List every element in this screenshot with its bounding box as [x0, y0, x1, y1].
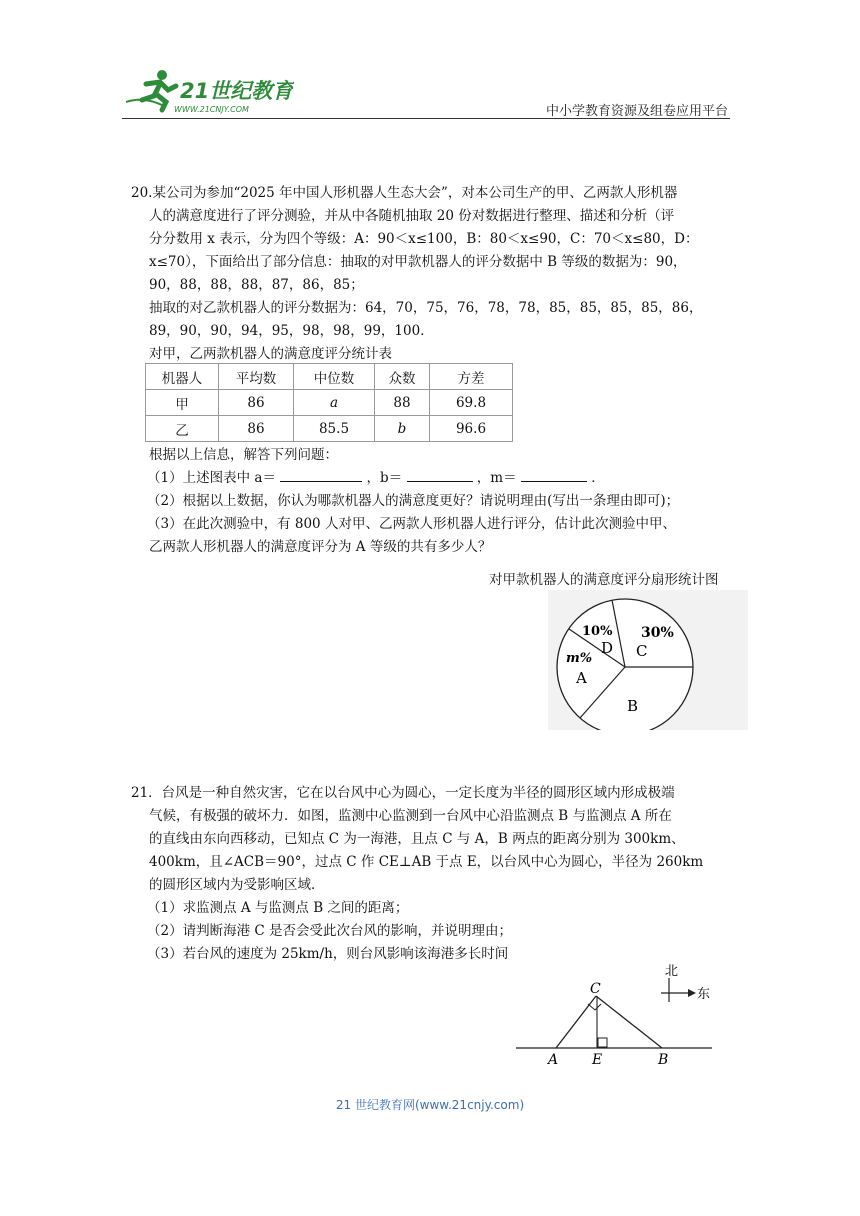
q20-line: 人的满意度进行了评分测验，并从中各随机抽取 20 份对数据进行整理、描述和分析（评 [149, 208, 675, 224]
table-header-row [146, 364, 513, 390]
header-divider [122, 118, 730, 119]
table-cell: 69.8 [430, 390, 513, 416]
point-a-label: A [548, 1052, 559, 1068]
pie-chart-title: 对甲款机器人的满意度评分扇形统计图 [489, 572, 719, 588]
table-cell: 96.6 [430, 416, 513, 442]
q21-subquestion-3: （3）若台风的速度为 25km/h，则台风影响该海港多长时间 [147, 946, 509, 962]
table-header-cell: 平均数 [219, 364, 294, 390]
runner-logo-icon [126, 70, 176, 110]
subquestion-1 [131, 467, 731, 490]
north-label: 北 [665, 964, 679, 979]
q20-line: 20.某公司为参加“2025 年中国人形机器人生态大会”，对本公司生产的甲、乙两款人形机器 [131, 185, 678, 201]
sub1-end: ． [591, 470, 605, 486]
instruction-line: 根据以上信息，解答下列问题： [149, 447, 338, 463]
q21-line: 气候，有极强的破坏力．如图，监测中心监测到一台风中心沿监测点 B 与监测点 A 所在 [149, 808, 672, 824]
answer-blank-m[interactable] [521, 467, 587, 482]
pie-slice-percent-d: 10% [582, 624, 613, 639]
point-b-label: B [658, 1052, 669, 1068]
subquestion-2: （2）根据以上数据，你认为哪款机器人的满意度更好？请说明理由(写出一条理由即可)； [147, 493, 680, 509]
pie-slice-label-d: D [601, 639, 614, 657]
table-caption: 对甲，乙两款机器人的满意度评分统计表 [149, 346, 392, 362]
pie-slice-label-b: B [627, 697, 639, 715]
page-footer: 21 世纪教育网(www.21cnjy.com) [335, 1098, 525, 1112]
q21-subquestion-2: （2）请判断海港 C 是否会受此次台风的影响，并说明理由； [147, 923, 513, 939]
east-label: 东 [697, 987, 711, 1002]
q20-line: 89，90，90，94，95，98，98，99，100． [149, 323, 434, 339]
subquestion-3: （3）在此次测验中，有 800 人对甲、乙两款人形机器人进行评分，估计此次测验中甲、 [147, 516, 676, 532]
table-row [146, 390, 513, 416]
table-header-cell: 众数 [375, 364, 430, 390]
point-e-label: E [592, 1052, 603, 1068]
q21-line: 的圆形区域内为受影响区域． [149, 877, 325, 893]
q21-line: 400km，且∠ACB＝90°，过点 C 作 CE⊥AB 于点 E，以台风中心为圆心，半径为 260km [149, 854, 704, 870]
pie-slice-percent-a: m% [566, 651, 593, 666]
sub1-prefix: （1）上述图表中 [147, 470, 255, 486]
q21-line: 21．台风是一种自然灾害，它在以台风中心为圆心，一定长度为半径的圆形区域内形成极端 [131, 785, 675, 801]
sub1-b-label: ，b＝ [366, 470, 403, 486]
q21-line: 的直线由东向西移动，已知点 C 为一海港，且点 C 与 A，B 两点的距离分别为 300km、 [149, 831, 685, 847]
pie-chart [548, 590, 748, 730]
segment-cb [596, 996, 662, 1048]
site-logo [124, 66, 294, 116]
question-20-subparts [131, 444, 731, 559]
pie-slice-label-c: C [636, 642, 648, 660]
table-row [146, 416, 513, 442]
table-cell: 88 [375, 390, 430, 416]
q20-line: x≤70），下面给出了部分信息：抽取的对甲款机器人的评分数据中 B 等级的数据为：90， [149, 254, 687, 270]
table-cell: a [294, 390, 375, 416]
question-21-text [131, 782, 731, 966]
stats-table [145, 363, 513, 442]
question-20-text [131, 182, 731, 366]
logo-url-text: WWW.21CNJY.COM [174, 105, 249, 114]
platform-label: 中小学教育资源及组卷应用平台 [545, 104, 728, 119]
typhoon-figure [516, 962, 716, 1074]
table-header-cell: 中位数 [294, 364, 375, 390]
right-angle-mark [598, 1038, 607, 1047]
segment-ac [556, 996, 596, 1048]
table-cell: 86 [219, 416, 294, 442]
table-cell: b [375, 416, 430, 442]
sub1-a-label: a＝ [254, 470, 276, 486]
q21-subquestion-1: （1）求监测点 A 与监测点 B 之间的距离； [147, 900, 409, 916]
point-c-label: C [590, 981, 601, 997]
table-header-cell: 方差 [430, 364, 513, 390]
table-cell: 甲 [146, 390, 219, 416]
pie-slice-percent-c: 30% [641, 625, 674, 641]
table-cell: 85.5 [294, 416, 375, 442]
q20-line: 分分数用 x 表示，分为四个等级：A：90＜x≤100，B：80＜x≤90，C：70＜x≤80，D： [149, 231, 699, 247]
answer-blank-b[interactable] [407, 467, 473, 482]
pie-slice-label-a: A [576, 669, 587, 687]
table-header-cell: 机器人 [146, 364, 219, 390]
compass-icon [661, 964, 710, 1002]
subquestion-3-cont: 乙两款人形机器人的满意度评分为 A 等级的共有多少人？ [149, 539, 492, 555]
sub1-m-label: ，m＝ [476, 470, 517, 486]
table-cell: 乙 [146, 416, 219, 442]
logo-text: 21世纪教育 [180, 79, 294, 103]
table-cell: 86 [219, 390, 294, 416]
q20-line: 抽取的对乙款机器人的评分数据为：64，70，75，76，78，78，85，85，85，85，86， [149, 300, 703, 316]
answer-blank-a[interactable] [280, 467, 362, 482]
q20-line: 90，88，88，88，87，86，85； [149, 277, 364, 293]
